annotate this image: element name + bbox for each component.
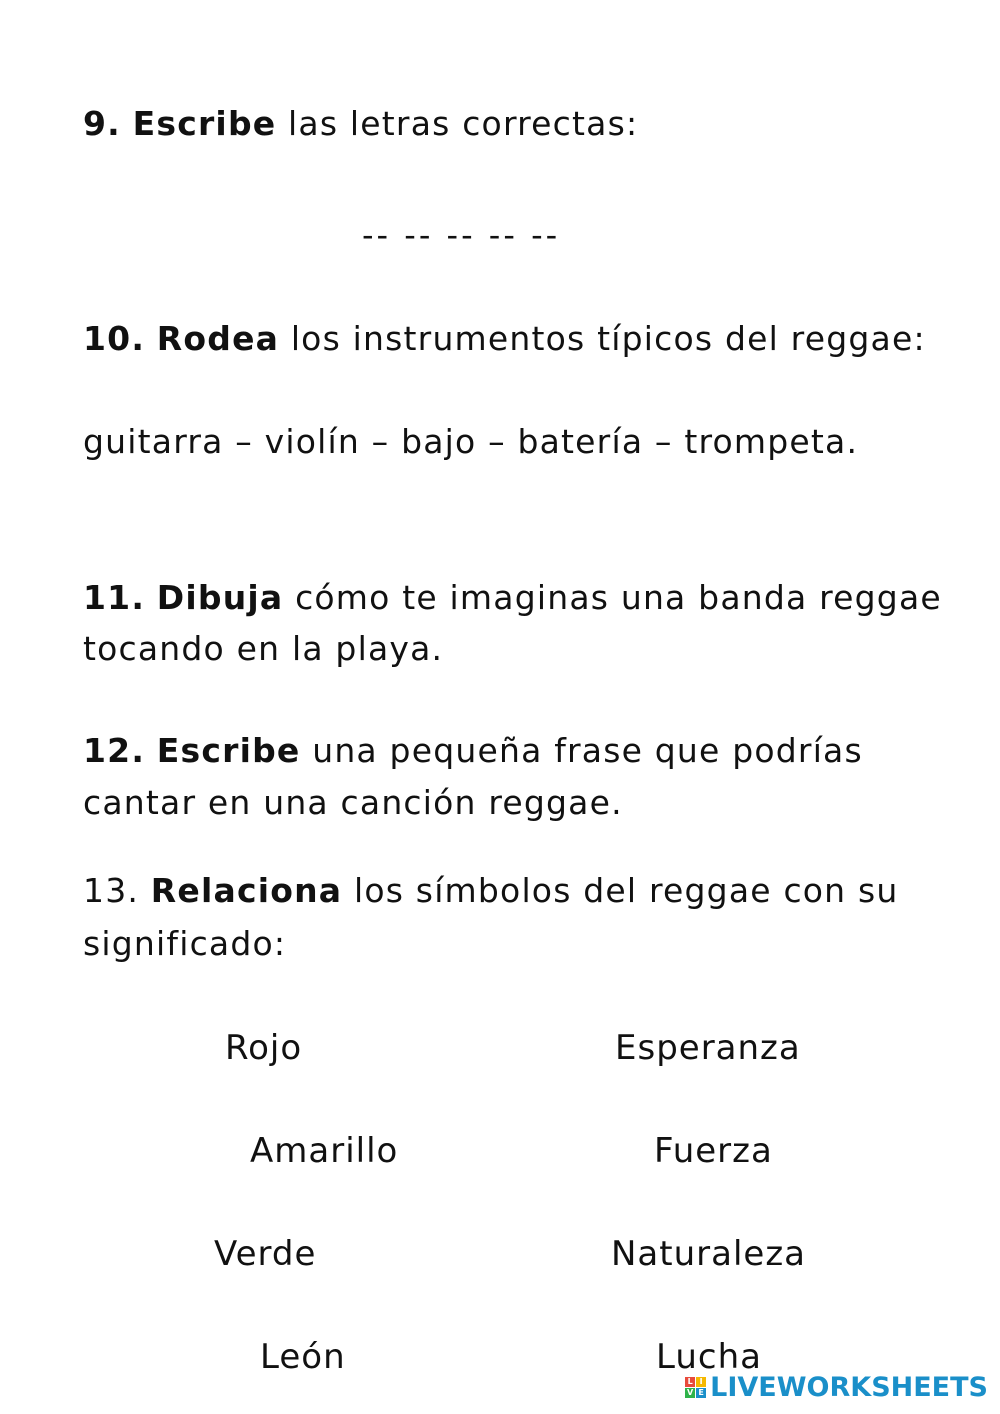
question-10-verb: Rodea [156,319,280,358]
question-11 [83,572,942,624]
match-left-rojo[interactable]: Rojo [225,1028,303,1068]
instrument-options[interactable]: guitarra – violín – bajo – batería – trompeta. [83,422,859,461]
match-left-leon[interactable]: León [260,1337,346,1377]
question-12 [83,725,863,777]
question-13-verb: Relaciona [150,871,343,910]
logo-letter-i: I [696,1377,706,1387]
question-10 [83,313,926,365]
question-9-number: 9. [83,104,121,143]
question-11-line-2: tocando en la playa. [83,629,444,668]
question-12-verb: Escribe [156,731,301,770]
question-13-text: los símbolos del reggae con su [342,871,899,910]
question-12-number: 12. [83,731,146,770]
question-11-text: cómo te imaginas una banda reggae [283,578,942,617]
question-10-text: los instrumentos típicos del reggae: [279,319,926,358]
question-9-text: las letras correctas: [276,104,639,143]
match-left-amarillo[interactable]: Amarillo [250,1131,399,1171]
match-left-verde[interactable]: Verde [214,1234,317,1274]
match-right-naturaleza[interactable]: Naturaleza [611,1234,807,1274]
logo-icon [685,1377,706,1398]
logo-letter-l: L [685,1377,695,1387]
match-right-esperanza[interactable]: Esperanza [615,1028,801,1068]
question-13-number: 13. [83,871,151,910]
logo-letter-v: V [687,1387,694,1397]
question-12-line-2: cantar en una canción reggae. [83,783,623,822]
question-13 [83,865,899,917]
question-11-verb: Dibuja [156,578,284,617]
match-right-fuerza[interactable]: Fuerza [654,1131,773,1171]
liveworksheets-logo [685,1370,988,1404]
question-10-number: 10. [83,319,146,358]
logo-letter-e: E [696,1388,706,1398]
brand-name: LIVEWORKSHEETS [710,1371,988,1403]
question-9 [83,98,638,150]
question-13-line-2: significado: [83,924,287,963]
answer-blanks[interactable]: -- -- -- -- -- [362,216,561,254]
question-12-text: una pequeña frase que podrías [300,731,863,770]
match-right-lucha[interactable]: Lucha [656,1337,762,1377]
question-11-number: 11. [83,578,146,617]
question-9-verb: Escribe [132,104,277,143]
